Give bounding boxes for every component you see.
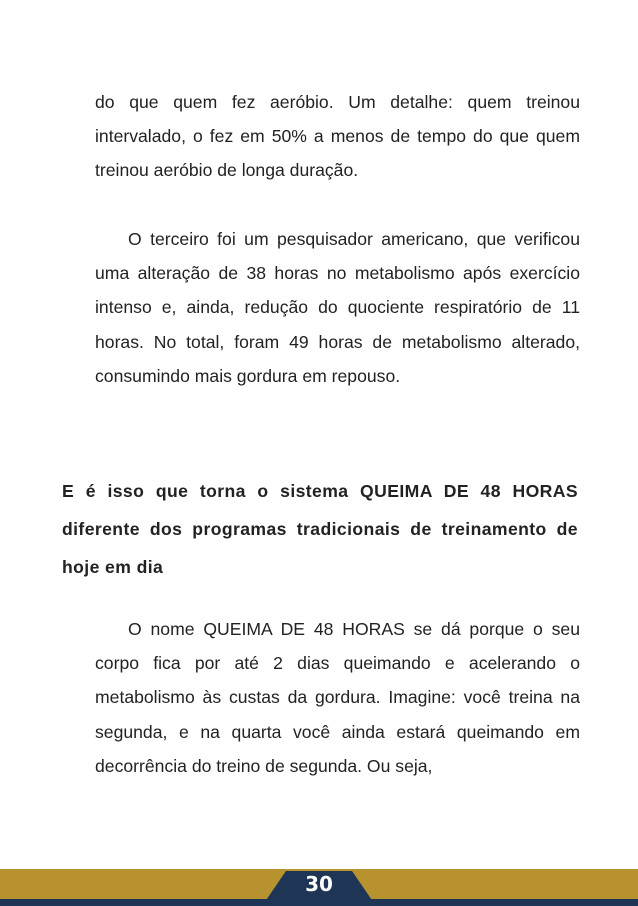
paragraph-third-researcher: O terceiro foi um pesquisador americano, que verificou uma alteração de 38 horas no metabolismo após exercício intenso e, ainda, redução do quociente respiratório de 11 horas. No total, foram 49 horas de metabolismo alterado, consumindo mais gordura em repouso.	[95, 229, 580, 386]
page-number: 30	[305, 872, 333, 896]
highlight-statement: E é isso que torna o sistema QUEIMA DE 48 HORAS diferente dos programas tradicionais de treinamento de hoje em dia	[62, 481, 578, 577]
paragraph-aerobic-comparison: do que quem fez aeróbio. Um detalhe: quem treinou intervalado, o fez em 50% a menos de tempo do que quem treinou aeróbio de longa duração.	[95, 92, 580, 181]
paragraph-program-name: O nome QUEIMA DE 48 HORAS se dá porque o seu corpo fica por até 2 dias queimando e acelerando o metabolismo às custas da gordura. Imagine: você treina na segunda, e na quarta você ainda estará queimando em decorrência do treino de segunda. Ou seja,	[95, 619, 580, 776]
